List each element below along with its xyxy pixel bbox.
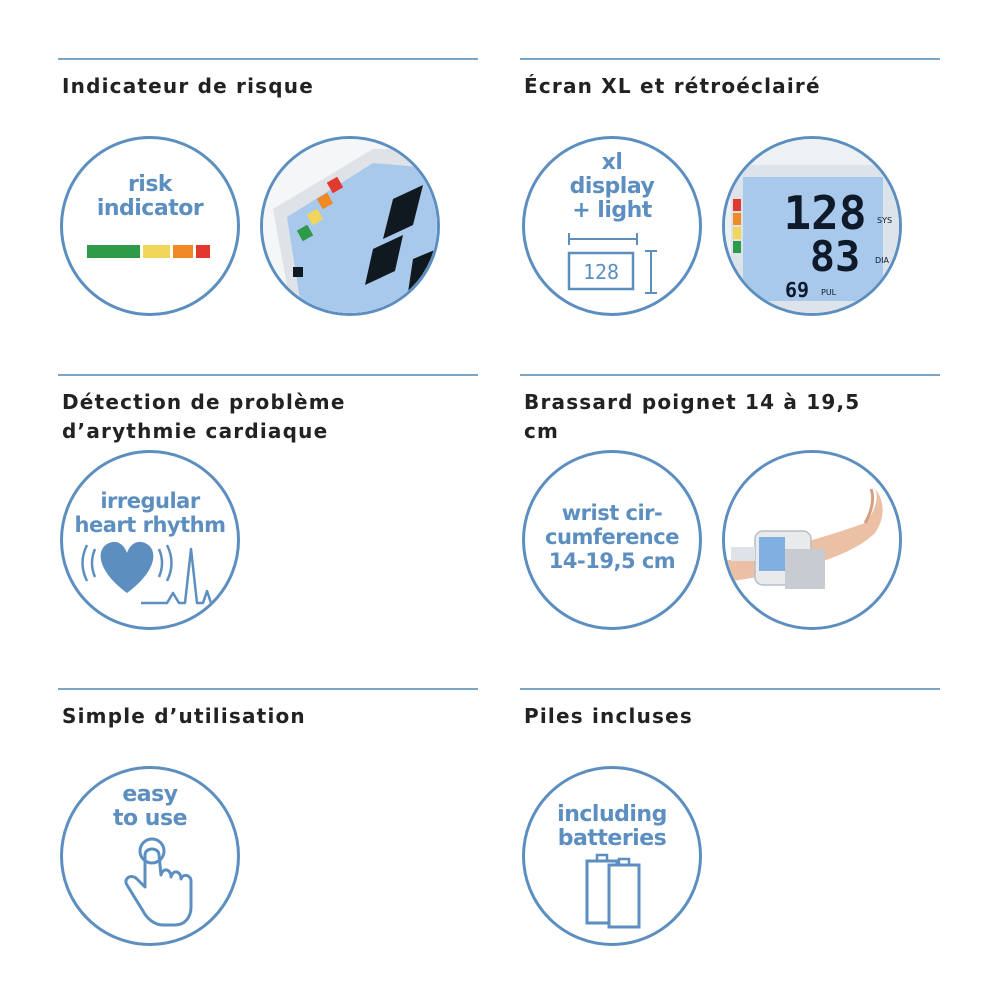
section-divider — [58, 374, 478, 376]
display-icon — [525, 139, 699, 313]
lcd-photo — [725, 139, 899, 313]
wrist-photo — [722, 450, 902, 630]
photo-sys-label: SYS — [877, 216, 893, 225]
wrist-circumference-badge — [522, 450, 702, 630]
batteries-badge — [522, 766, 702, 946]
heart-rhythm-graphic — [63, 453, 237, 627]
feature-title: Écran XL et rétroéclairé — [524, 74, 821, 98]
badge-label: cumference — [545, 525, 679, 549]
feature-title: Simple d’utilisation — [62, 704, 306, 728]
photo-pul-label: PUL — [821, 288, 837, 297]
badge-label: display — [569, 174, 655, 199]
wrist-device-photo — [725, 453, 899, 627]
photo-dia-value: 83 — [809, 232, 861, 281]
feature-title: Piles incluses — [524, 704, 694, 728]
badge-label: irregular — [100, 489, 200, 513]
badge-label: to use — [113, 806, 187, 831]
photo-pul-value: 69 — [784, 278, 810, 302]
display-icon-value: 128 — [582, 260, 620, 284]
photo-sys-value: 128 — [783, 186, 867, 240]
feature-title: Brassard poignet 14 à 19,5 cm — [524, 390, 861, 443]
badge-label: + light — [572, 198, 652, 223]
section-divider — [520, 688, 940, 690]
section-divider — [520, 374, 940, 376]
photo-dia-label: DIA — [875, 256, 889, 265]
section-divider — [58, 58, 478, 60]
lcd-risk-photo — [263, 139, 437, 313]
xl-display-badge — [522, 136, 702, 316]
batteries-icon — [525, 769, 699, 943]
xl-display-photo — [722, 136, 902, 316]
finger-tap-icon — [63, 769, 237, 943]
risk-indicator-photo — [260, 136, 440, 316]
badge-label: heart rhythm — [74, 513, 226, 537]
section-divider — [58, 688, 478, 690]
badge-label: batteries — [557, 826, 667, 851]
badge-label: 14-19,5 cm — [548, 549, 676, 573]
badge-label: easy — [122, 782, 178, 807]
feature-title: Indicateur de risque — [62, 74, 314, 98]
ecg-icon — [141, 549, 233, 603]
badge-label: including — [557, 802, 667, 827]
badge-label: indicator — [96, 196, 204, 221]
risk-bar-icon — [63, 139, 237, 313]
feature-title: Détection de problème d’arythmie cardiaque — [62, 390, 346, 443]
arrhythmia-badge — [60, 450, 240, 630]
badge-label: xl — [601, 150, 623, 175]
badge-label: wrist cir- — [561, 501, 663, 525]
easy-to-use-badge — [60, 766, 240, 946]
badge-label: risk — [127, 172, 173, 197]
risk-indicator-badge — [60, 136, 240, 316]
heart-icon — [83, 542, 172, 593]
section-divider — [520, 58, 940, 60]
